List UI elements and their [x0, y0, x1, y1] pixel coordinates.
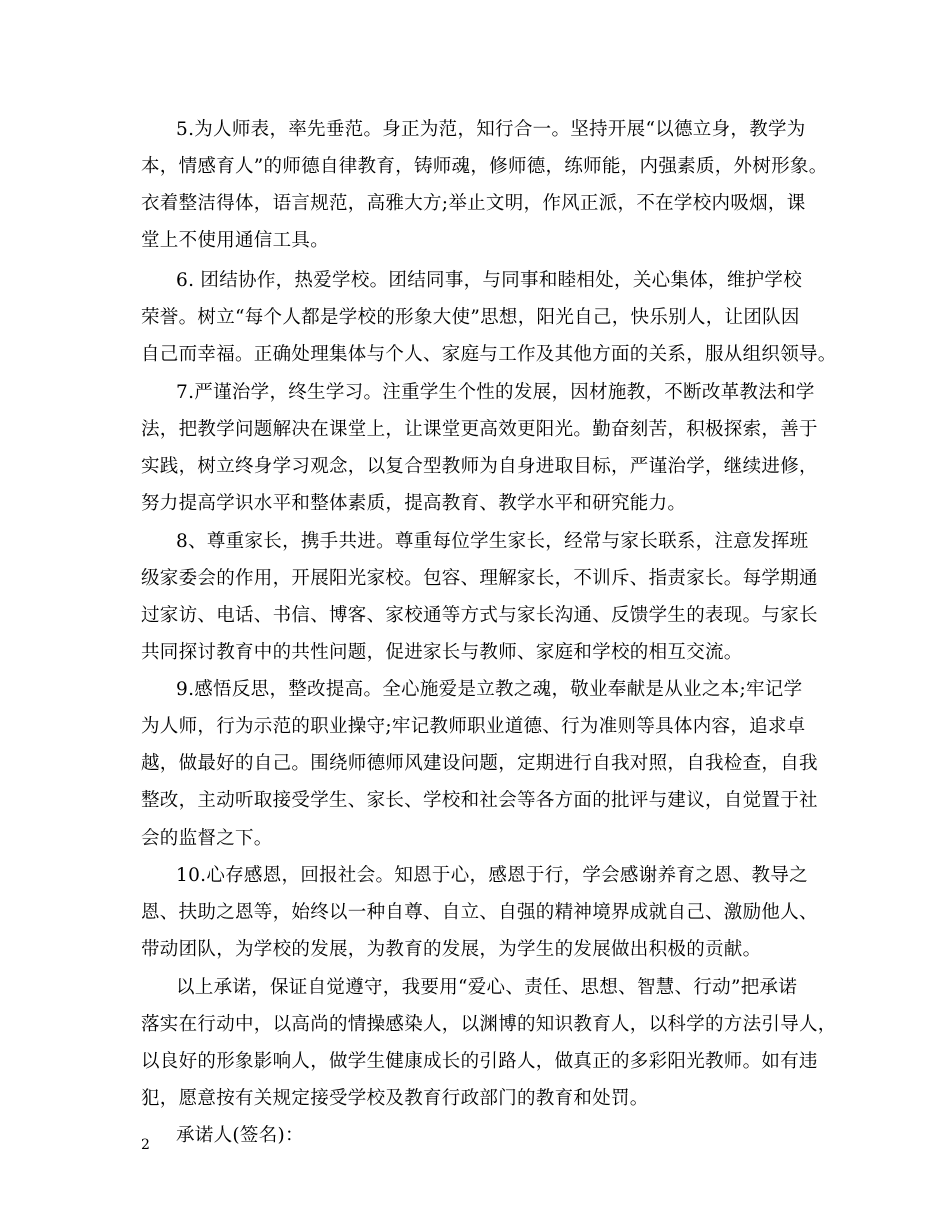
paragraph-closing-line-4: 犯，愿意按有关规定接受学校及教育行政部门的教育和处罚。 [141, 1088, 649, 1109]
paragraph-item-9-line-2: 为人师，行为示范的职业操守;牢记教师职业道德、行为准则等具体内容，追求卓 [141, 716, 806, 737]
paragraph-item-6-line-3: 自己而幸福。正确处理集体与个人、家庭与工作及其他方面的关系，服从组织领导。 [141, 344, 837, 365]
paragraph-item-8-line-1: 8、尊重家长，携手共进。尊重每位学生家长，经常与家长联系，注意发挥班 [176, 531, 809, 552]
paragraph-item-8-line-3: 过家访、电话、书信、博客、家校通等方式与家长沟通、反馈学生的表现。与家长 [141, 605, 818, 626]
paragraph-item-9-line-3: 越，做最好的自己。围绕师德师风建设问题，定期进行自我对照，自我检查，自我 [141, 753, 818, 774]
paragraph-item-9-line-4: 整改，主动听取接受学生、家长、学校和社会等各方面的批评与建议，自觉置于社 [141, 790, 818, 811]
paragraph-item-5-line-2: 本，情感育人”的师德自律教育，铸师魂，修师德，练师能，内强素质，外树形象。 [141, 156, 828, 177]
paragraph-item-7-line-3: 实践，树立终身学习观念，以复合型教师为自身进取目标，严谨治学，继续进修， [141, 456, 818, 477]
paragraph-item-6-line-2: 荣誉。树立“每个人都是学校的形象大使”思想，阳光自己，快乐别人，让团队因 [141, 307, 800, 328]
paragraph-item-7-line-4: 努力提高学识水平和整体素质，提高教育、教学水平和研究能力。 [141, 493, 687, 514]
page-number: 2 [141, 1137, 150, 1153]
paragraph-item-7-line-1: 7.严谨治学，终生学习。注重学生个性的发展，因材施教，不断改革教法和学 [176, 382, 815, 403]
paragraph-closing-line-1: 以上承诺，保证自觉遵守，我要用“爱心、责任、思想、智慧、行动”把承诺 [176, 977, 798, 998]
paragraph-item-6-line-1: 6. 团结协作，热爱学校。团结同事，与同事和睦相处，关心集体，维护学校 [176, 270, 803, 291]
paragraph-closing-line-3: 以良好的形象影响人，做学生健康成长的引路人，做真正的多彩阳光教师。如有违 [141, 1051, 818, 1072]
paragraph-item-7-line-2: 法，把教学问题解决在课堂上，让课堂更高效更阳光。勤奋刻苦，积极探索，善于 [141, 419, 818, 440]
paragraph-item-5-line-3: 衣着整洁得体，语言规范，高雅大方;举止文明，作风正派，不在学校内吸烟，课 [141, 193, 806, 214]
paragraph-item-9-line-1: 9.感悟反思，整改提高。全心施爱是立教之魂，敬业奉献是从业之本;牢记学 [176, 679, 803, 700]
paragraph-item-9-line-5: 会的监督之下。 [141, 828, 273, 849]
paragraph-item-5-line-1: 5.为人师表，率先垂范。身正为范，知行合一。坚持开展“以德立身，教学为 [176, 119, 806, 140]
paragraph-item-8-line-2: 级家委会的作用，开展阳光家校。包容、理解家长，不训斥、指责家长。每学期通 [141, 568, 818, 589]
paragraph-item-8-line-4: 共同探讨教育中的共性问题，促进家长与教师、家庭和学校的相互交流。 [141, 642, 743, 663]
paragraph-item-5-line-4: 堂上不使用通信工具。 [141, 230, 330, 251]
paragraph-closing-line-2: 落实在行动中，以高尚的情操感染人，以渊博的知识教育人，以科学的方法引导人， [141, 1014, 837, 1035]
paragraph-item-10-line-3: 带动团队，为学校的发展，为教育的发展，为学生的发展做出积极的贡献。 [141, 939, 762, 960]
paragraph-signature-line-1: 承诺人(签名)： [176, 1125, 304, 1146]
paragraph-item-10-line-1: 10.心存感恩，回报社会。知恩于心，感恩于行，学会感谢养育之恩、教导之 [176, 865, 808, 886]
paragraph-item-10-line-2: 恩、扶助之恩等，始终以一种自尊、自立、自强的精神境界成就自己、激励他人、 [141, 902, 818, 923]
